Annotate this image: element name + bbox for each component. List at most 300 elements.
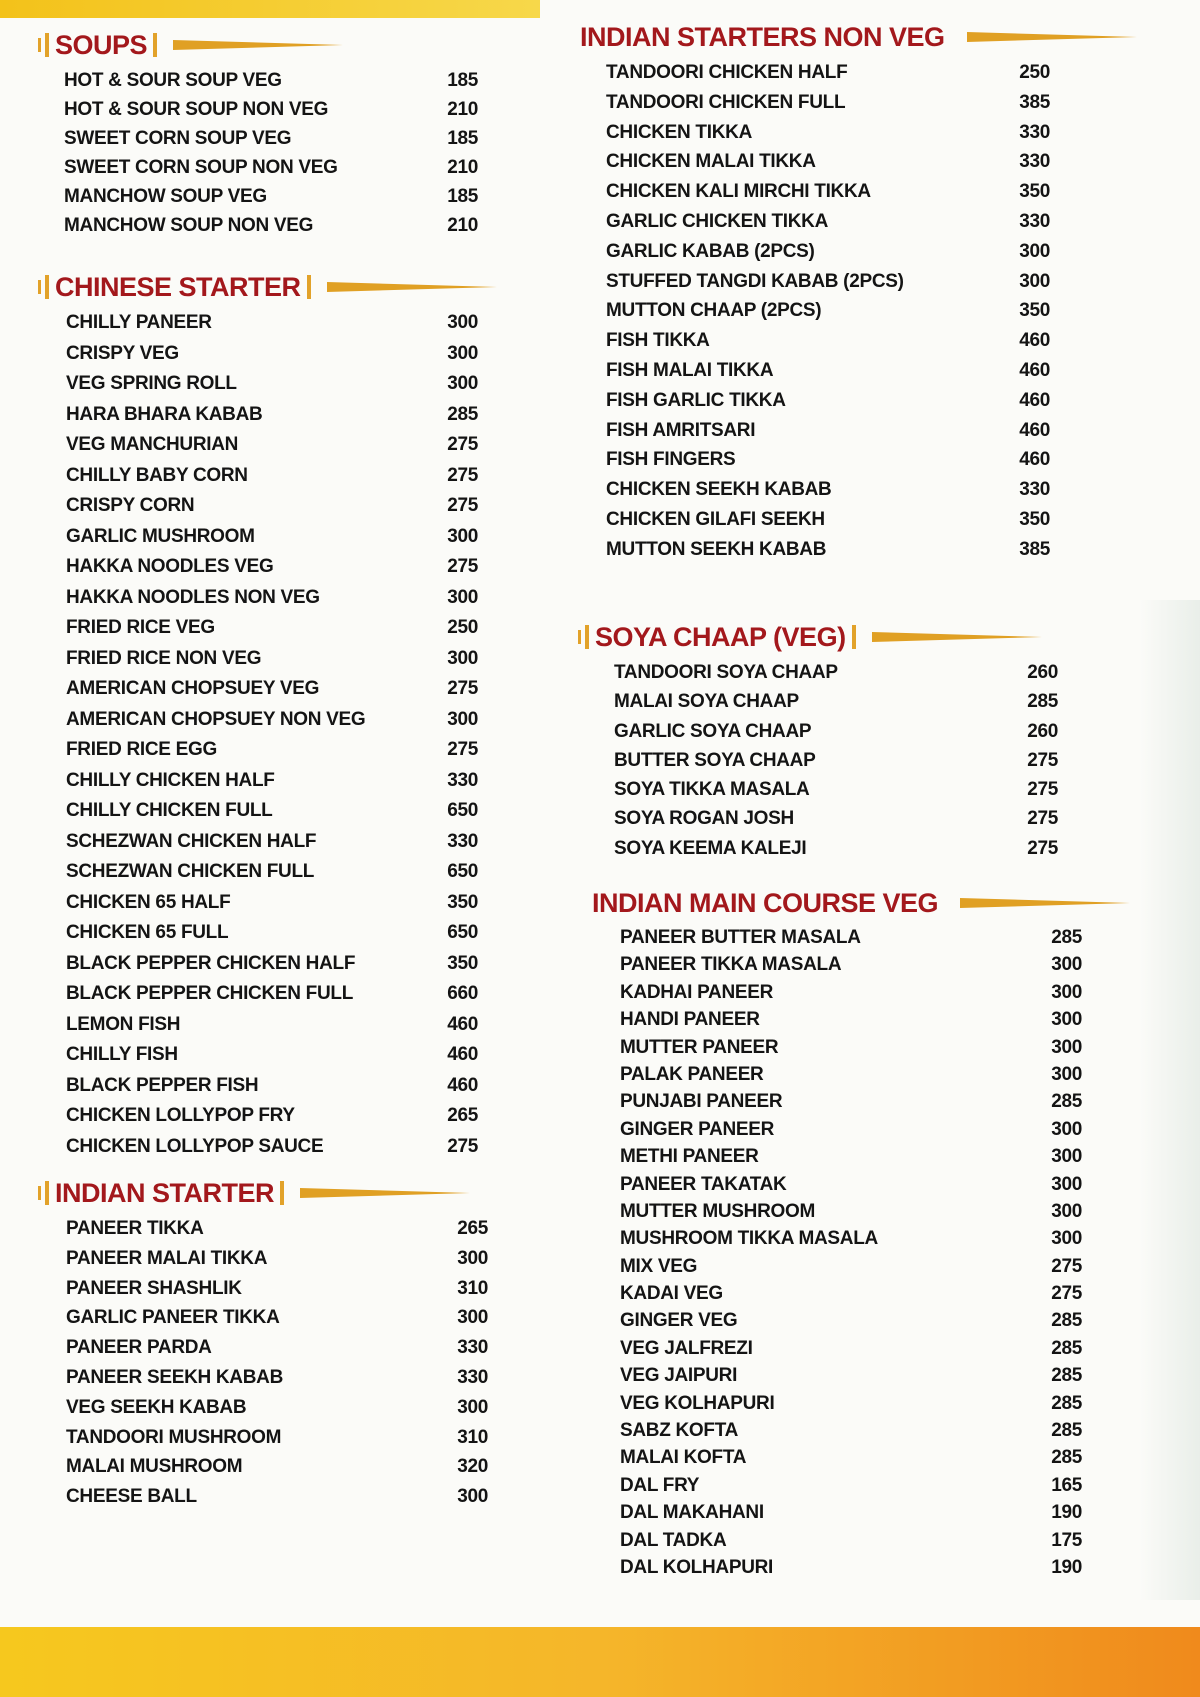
item-name: PALAK PANEER bbox=[620, 1063, 764, 1085]
accent-mark bbox=[38, 38, 41, 52]
section-title: INDIAN STARTER bbox=[55, 1177, 274, 1208]
item-name: FRIED RICE EGG bbox=[66, 739, 217, 760]
item-name: HARA BHARA KABAB bbox=[66, 403, 263, 425]
item-price: 330 bbox=[447, 830, 478, 852]
menu-item bbox=[38, 888, 498, 919]
item-name: GARLIC MUSHROOM bbox=[66, 525, 255, 547]
item-price: 300 bbox=[1051, 1009, 1082, 1031]
item-price: 300 bbox=[447, 647, 478, 669]
item-price: 650 bbox=[447, 922, 478, 943]
item-price: 210 bbox=[447, 99, 478, 120]
decorative-bar bbox=[327, 282, 497, 292]
item-price: 385 bbox=[1019, 91, 1050, 113]
section-header-indian-starter bbox=[38, 1176, 508, 1210]
item-price: 300 bbox=[1051, 1173, 1082, 1195]
item-name: CHICKEN SEEKH KABAB bbox=[606, 479, 832, 501]
item-price: 460 bbox=[1019, 330, 1050, 352]
item-price: 275 bbox=[447, 739, 478, 760]
menu-item bbox=[570, 416, 1070, 446]
item-price: 300 bbox=[1051, 1118, 1082, 1140]
item-price: 300 bbox=[457, 1247, 488, 1269]
item-name: PANEER TIKKA bbox=[66, 1218, 204, 1239]
item-name: BLACK PEPPER CHICKEN FULL bbox=[66, 983, 354, 1004]
accent-mark bbox=[45, 33, 49, 57]
menu-item bbox=[582, 1143, 1102, 1170]
item-name: CHICKEN 65 FULL bbox=[66, 922, 229, 943]
item-name: PANEER TAKATAK bbox=[620, 1173, 787, 1195]
item-name: MUTTON CHAAP (2PCS) bbox=[606, 300, 822, 322]
item-price: 300 bbox=[457, 1307, 488, 1329]
item-price: 330 bbox=[447, 769, 478, 791]
item-name: CHICKEN KALI MIRCHI TIKKA bbox=[606, 181, 871, 203]
menu-item bbox=[38, 182, 498, 211]
menu-item bbox=[582, 1417, 1102, 1444]
menu-item bbox=[38, 95, 498, 124]
item-price: 300 bbox=[1051, 1146, 1082, 1168]
menu-item bbox=[38, 1482, 508, 1512]
item-price: 300 bbox=[447, 586, 478, 608]
menu-item bbox=[582, 1198, 1102, 1225]
item-price: 275 bbox=[447, 1135, 478, 1157]
accent-mark bbox=[38, 1186, 41, 1200]
menu-section bbox=[38, 28, 498, 240]
menu-item bbox=[38, 491, 498, 522]
menu-item bbox=[38, 1363, 508, 1393]
item-name: VEG KOLHAPURI bbox=[620, 1392, 775, 1414]
section-header-indian-starters-non-veg bbox=[570, 20, 1070, 54]
item-name: DAL KOLHAPURI bbox=[620, 1556, 774, 1578]
accent-mark bbox=[153, 33, 157, 57]
item-name: CHILLY FISH bbox=[66, 1044, 178, 1065]
item-price: 275 bbox=[1027, 808, 1058, 830]
menu-item bbox=[570, 505, 1070, 535]
menu-item bbox=[38, 430, 498, 461]
menu-item bbox=[582, 1472, 1102, 1499]
item-price: 300 bbox=[1019, 270, 1050, 292]
menu-item bbox=[578, 834, 1078, 863]
item-name: TANDOORI SOYA CHAAP bbox=[614, 662, 838, 683]
menu-item bbox=[38, 644, 498, 675]
menu-item bbox=[38, 918, 498, 949]
menu-item bbox=[38, 461, 498, 492]
item-name: SWEET CORN SOUP VEG bbox=[64, 128, 292, 149]
item-price: 210 bbox=[447, 215, 478, 236]
item-name: AMERICAN CHOPSUEY VEG bbox=[66, 678, 320, 699]
menu-item bbox=[570, 356, 1070, 386]
menu-item bbox=[38, 1452, 508, 1482]
item-name: FISH TIKKA bbox=[606, 330, 710, 352]
menu-item bbox=[38, 1333, 508, 1363]
item-price: 300 bbox=[447, 373, 478, 394]
item-name: FISH AMRITSARI bbox=[606, 419, 756, 441]
menu-item bbox=[38, 766, 498, 797]
menu-item bbox=[38, 796, 498, 827]
item-name: BUTTER SOYA CHAAP bbox=[614, 749, 816, 771]
item-name: PANEER PARDA bbox=[66, 1337, 212, 1359]
menu-item bbox=[570, 58, 1070, 88]
item-price: 250 bbox=[1019, 62, 1050, 83]
item-price: 275 bbox=[1051, 1283, 1082, 1305]
item-price: 300 bbox=[447, 342, 478, 364]
item-price: 330 bbox=[457, 1366, 488, 1388]
menu-item bbox=[582, 924, 1102, 951]
menu-item bbox=[570, 207, 1070, 237]
item-price: 300 bbox=[447, 312, 478, 333]
item-name: MUTTER MUSHROOM bbox=[620, 1200, 815, 1222]
item-name: BLACK PEPPER CHICKEN HALF bbox=[66, 952, 356, 974]
menu-item bbox=[578, 775, 1078, 804]
menu-item bbox=[570, 267, 1070, 297]
menu-item bbox=[38, 735, 498, 766]
menu-item bbox=[582, 1335, 1102, 1362]
item-name: LEMON FISH bbox=[66, 1013, 181, 1035]
accent-mark bbox=[280, 1181, 284, 1205]
item-name: CHILLY PANEER bbox=[66, 312, 212, 333]
accent-mark bbox=[852, 625, 856, 649]
item-price: 275 bbox=[447, 464, 478, 486]
menu-item bbox=[38, 339, 498, 370]
item-name: HOT & SOUR SOUP VEG bbox=[64, 70, 282, 91]
menu-item bbox=[38, 979, 498, 1010]
item-name: VEG MANCHURIAN bbox=[66, 434, 239, 455]
item-name: CHICKEN MALAI TIKKA bbox=[606, 151, 816, 173]
item-price: 265 bbox=[457, 1218, 488, 1239]
menu-item bbox=[570, 237, 1070, 267]
menu-item bbox=[38, 1040, 498, 1071]
item-name: SCHEZWAN CHICKEN HALF bbox=[66, 830, 317, 852]
decorative-bar bbox=[967, 32, 1137, 42]
item-price: 250 bbox=[447, 617, 478, 638]
item-price: 300 bbox=[1051, 981, 1082, 1003]
section-header-soups bbox=[38, 28, 498, 62]
item-name: SOYA ROGAN JOSH bbox=[614, 808, 794, 830]
accent-mark bbox=[45, 1181, 49, 1205]
item-price: 275 bbox=[447, 495, 478, 516]
item-price: 300 bbox=[457, 1396, 488, 1418]
item-price: 460 bbox=[447, 1013, 478, 1035]
accent-mark bbox=[45, 275, 49, 299]
item-price: 275 bbox=[1051, 1255, 1082, 1277]
page-shadow bbox=[1140, 600, 1200, 1600]
section-title: INDIAN STARTERS NON VEG bbox=[580, 21, 945, 52]
item-name: PUNJABI PANEER bbox=[620, 1091, 783, 1113]
item-name: CRISPY VEG bbox=[66, 342, 179, 364]
menu-item bbox=[570, 296, 1070, 326]
item-name: HANDI PANEER bbox=[620, 1009, 760, 1031]
decorative-bar bbox=[872, 632, 1042, 642]
item-price: 330 bbox=[1019, 479, 1050, 501]
menu-item bbox=[582, 1006, 1102, 1033]
item-price: 300 bbox=[1051, 1228, 1082, 1250]
item-price: 350 bbox=[447, 891, 478, 913]
item-price: 460 bbox=[447, 1074, 478, 1096]
menu-item bbox=[582, 1171, 1102, 1198]
item-price: 300 bbox=[1051, 1063, 1082, 1085]
menu-item bbox=[582, 1088, 1102, 1115]
item-price: 300 bbox=[1051, 1200, 1082, 1222]
menu-item bbox=[38, 153, 498, 182]
item-price: 285 bbox=[1051, 1365, 1082, 1387]
item-price: 285 bbox=[1051, 1392, 1082, 1414]
top-yellow-band bbox=[0, 0, 540, 18]
menu-item bbox=[38, 522, 498, 553]
item-price: 285 bbox=[1051, 1091, 1082, 1113]
bottom-yellow-band bbox=[0, 1627, 1200, 1697]
item-name: TANDOORI MUSHROOM bbox=[66, 1426, 282, 1448]
menu-section bbox=[38, 270, 498, 1162]
item-name: SOYA TIKKA MASALA bbox=[614, 779, 810, 801]
item-price: 460 bbox=[1019, 359, 1050, 381]
item-name: HOT & SOUR SOUP NON VEG bbox=[64, 99, 329, 120]
menu-item bbox=[578, 804, 1078, 833]
menu-item bbox=[38, 400, 498, 431]
item-name: PANEER MALAI TIKKA bbox=[66, 1247, 268, 1269]
item-name: KADHAI PANEER bbox=[620, 981, 774, 1003]
menu-item bbox=[38, 674, 498, 705]
menu-item bbox=[38, 1303, 508, 1333]
item-name: GINGER VEG bbox=[620, 1310, 738, 1332]
item-price: 385 bbox=[1019, 538, 1050, 560]
item-price: 185 bbox=[447, 186, 478, 207]
menu-item bbox=[582, 1499, 1102, 1526]
menu-item bbox=[570, 147, 1070, 177]
item-price: 460 bbox=[447, 1044, 478, 1065]
menu-item bbox=[38, 308, 498, 339]
item-price: 310 bbox=[457, 1277, 488, 1299]
item-name: PANEER SHASHLIK bbox=[66, 1277, 242, 1299]
menu-item bbox=[582, 1116, 1102, 1143]
item-price: 330 bbox=[1019, 121, 1050, 143]
item-name: CHICKEN 65 HALF bbox=[66, 891, 231, 913]
item-price: 350 bbox=[1019, 508, 1050, 530]
menu-section bbox=[578, 620, 1078, 863]
item-name: FISH MALAI TIKKA bbox=[606, 359, 774, 381]
menu-item bbox=[38, 705, 498, 736]
accent-mark bbox=[585, 625, 589, 649]
item-price: 275 bbox=[1027, 749, 1058, 771]
item-name: MUTTER PANEER bbox=[620, 1036, 779, 1058]
item-name: GINGER PANEER bbox=[620, 1118, 775, 1140]
item-price: 300 bbox=[457, 1486, 488, 1508]
menu-item bbox=[570, 326, 1070, 356]
menu-item bbox=[38, 613, 498, 644]
menu-item bbox=[582, 1444, 1102, 1471]
item-name: VEG SEEKH KABAB bbox=[66, 1396, 247, 1418]
item-name: BLACK PEPPER FISH bbox=[66, 1074, 259, 1096]
menu-item bbox=[582, 1307, 1102, 1334]
menu-item bbox=[38, 1423, 508, 1453]
item-name: CRISPY CORN bbox=[66, 495, 195, 516]
accent-mark bbox=[578, 630, 581, 644]
item-price: 275 bbox=[447, 434, 478, 455]
accent-mark bbox=[307, 275, 311, 299]
item-price: 650 bbox=[447, 800, 478, 821]
item-price: 275 bbox=[447, 678, 478, 699]
item-price: 300 bbox=[447, 525, 478, 547]
section-title: SOYA CHAAP (VEG) bbox=[595, 621, 846, 652]
item-name: CHICKEN TIKKA bbox=[606, 121, 752, 143]
item-price: 275 bbox=[447, 556, 478, 577]
item-name: MIX VEG bbox=[620, 1255, 698, 1277]
item-name: METHI PANEER bbox=[620, 1146, 759, 1168]
menu-item bbox=[38, 1214, 508, 1244]
menu-item bbox=[38, 949, 498, 980]
item-price: 460 bbox=[1019, 419, 1050, 441]
menu-item bbox=[38, 211, 498, 240]
item-name: MALAI MUSHROOM bbox=[66, 1456, 243, 1478]
item-price: 350 bbox=[1019, 181, 1050, 203]
menu-item bbox=[582, 1390, 1102, 1417]
item-name: SABZ KOFTA bbox=[620, 1420, 739, 1442]
item-price: 165 bbox=[1051, 1474, 1082, 1496]
item-name: CHEESE BALL bbox=[66, 1486, 197, 1508]
item-price: 460 bbox=[1019, 389, 1050, 411]
menu-item bbox=[582, 1061, 1102, 1088]
item-name: PANEER SEEKH KABAB bbox=[66, 1366, 283, 1388]
menu-item bbox=[582, 951, 1102, 978]
decorative-bar bbox=[300, 1188, 470, 1198]
menu-section bbox=[38, 1176, 508, 1512]
section-title: INDIAN MAIN COURSE VEG bbox=[592, 887, 939, 918]
item-name: CHICKEN LOLLYPOP FRY bbox=[66, 1105, 295, 1126]
item-price: 285 bbox=[1051, 1337, 1082, 1359]
menu-item bbox=[570, 445, 1070, 475]
item-name: GARLIC PANEER TIKKA bbox=[66, 1307, 280, 1329]
item-name: DAL TADKA bbox=[620, 1529, 727, 1551]
section-title: CHINESE STARTER bbox=[55, 271, 301, 302]
section-header-chinese-starter bbox=[38, 270, 498, 304]
item-price: 310 bbox=[457, 1426, 488, 1448]
menu-item bbox=[578, 746, 1078, 775]
item-price: 190 bbox=[1051, 1556, 1082, 1578]
item-price: 285 bbox=[1051, 1310, 1082, 1332]
menu-item bbox=[570, 386, 1070, 416]
menu-item bbox=[578, 717, 1078, 746]
item-name: PANEER TIKKA MASALA bbox=[620, 954, 842, 976]
menu-item bbox=[38, 583, 498, 614]
menu-item bbox=[38, 369, 498, 400]
item-name: CHILLY CHICKEN HALF bbox=[66, 769, 275, 791]
menu-item bbox=[38, 1244, 508, 1274]
menu-section bbox=[582, 886, 1102, 1581]
menu-item bbox=[582, 1280, 1102, 1307]
item-name: CHILLY CHICKEN FULL bbox=[66, 800, 273, 821]
item-price: 190 bbox=[1051, 1502, 1082, 1524]
item-price: 285 bbox=[1051, 1420, 1082, 1442]
menu-item bbox=[570, 118, 1070, 148]
menu-item bbox=[582, 1362, 1102, 1389]
item-price: 185 bbox=[447, 70, 478, 91]
accent-mark bbox=[38, 280, 41, 294]
item-price: 260 bbox=[1027, 720, 1058, 742]
item-name: CHILLY BABY CORN bbox=[66, 464, 248, 486]
menu-item bbox=[582, 1527, 1102, 1554]
item-price: 285 bbox=[1027, 691, 1058, 713]
item-name: MUTTON SEEKH KABAB bbox=[606, 538, 827, 560]
menu-item bbox=[38, 1274, 508, 1304]
item-name: GARLIC KABAB (2PCS) bbox=[606, 240, 815, 262]
item-price: 260 bbox=[1027, 662, 1058, 683]
item-name: VEG SPRING ROLL bbox=[66, 373, 237, 394]
item-name: DAL FRY bbox=[620, 1474, 700, 1496]
item-price: 330 bbox=[457, 1337, 488, 1359]
section-title: SOUPS bbox=[55, 29, 148, 60]
item-name: KADAI VEG bbox=[620, 1283, 723, 1305]
menu-item bbox=[582, 979, 1102, 1006]
menu-item bbox=[38, 1393, 508, 1423]
item-price: 320 bbox=[457, 1456, 488, 1478]
item-name: FISH GARLIC TIKKA bbox=[606, 389, 786, 411]
item-name: PANEER BUTTER MASALA bbox=[620, 927, 861, 948]
menu-item bbox=[38, 827, 498, 858]
item-name: FISH FINGERS bbox=[606, 449, 736, 471]
item-name: TANDOORI CHICKEN HALF bbox=[606, 62, 848, 83]
item-name: DAL MAKAHANI bbox=[620, 1502, 764, 1524]
item-price: 300 bbox=[447, 708, 478, 730]
item-price: 285 bbox=[447, 403, 478, 425]
menu-item bbox=[38, 1010, 498, 1041]
item-name: GARLIC SOYA CHAAP bbox=[614, 720, 812, 742]
item-name: CHICKEN LOLLYPOP SAUCE bbox=[66, 1135, 324, 1157]
menu-item bbox=[38, 857, 498, 888]
item-price: 185 bbox=[447, 128, 478, 149]
item-price: 210 bbox=[447, 157, 478, 178]
section-header-indian-main-course-veg bbox=[582, 886, 1102, 920]
section-header-soya-chaap-veg bbox=[578, 620, 1078, 654]
item-name: HAKKA NOODLES NON VEG bbox=[66, 586, 320, 608]
item-name: FRIED RICE VEG bbox=[66, 617, 215, 638]
item-name: TANDOORI CHICKEN FULL bbox=[606, 91, 846, 113]
menu-item bbox=[38, 1132, 498, 1163]
item-name: HAKKA NOODLES VEG bbox=[66, 556, 274, 577]
item-name: MUSHROOM TIKKA MASALA bbox=[620, 1228, 878, 1250]
item-name: SOYA KEEMA KALEJI bbox=[614, 837, 807, 859]
menu-item bbox=[38, 124, 498, 153]
item-name: FRIED RICE NON VEG bbox=[66, 647, 262, 669]
menu-item bbox=[570, 88, 1070, 118]
menu-item bbox=[578, 687, 1078, 716]
item-name: SWEET CORN SOUP NON VEG bbox=[64, 157, 338, 178]
item-price: 350 bbox=[1019, 300, 1050, 322]
menu-section bbox=[570, 20, 1070, 565]
item-price: 330 bbox=[1019, 210, 1050, 232]
item-name: STUFFED TANGDI KABAB (2PCS) bbox=[606, 270, 904, 292]
item-name: VEG JAIPURI bbox=[620, 1365, 738, 1387]
item-name: MALAI KOFTA bbox=[620, 1447, 747, 1469]
item-name: MANCHOW SOUP VEG bbox=[64, 186, 267, 207]
menu-item bbox=[38, 1101, 498, 1132]
menu-item bbox=[38, 66, 498, 95]
item-name: VEG JALFREZI bbox=[620, 1337, 753, 1359]
item-price: 285 bbox=[1051, 927, 1082, 948]
menu-item bbox=[582, 1253, 1102, 1280]
item-price: 460 bbox=[1019, 449, 1050, 471]
menu-item bbox=[578, 658, 1078, 687]
decorative-bar bbox=[960, 898, 1130, 908]
menu-item bbox=[582, 1034, 1102, 1061]
item-price: 175 bbox=[1051, 1529, 1082, 1551]
item-price: 265 bbox=[447, 1105, 478, 1126]
item-name: GARLIC CHICKEN TIKKA bbox=[606, 210, 828, 232]
item-price: 660 bbox=[447, 983, 478, 1004]
decorative-bar bbox=[173, 40, 343, 50]
menu-item bbox=[582, 1225, 1102, 1252]
item-price: 330 bbox=[1019, 151, 1050, 173]
item-name: AMERICAN CHOPSUEY NON VEG bbox=[66, 708, 366, 730]
item-name: MANCHOW SOUP NON VEG bbox=[64, 215, 314, 236]
item-price: 300 bbox=[1051, 1036, 1082, 1058]
item-price: 275 bbox=[1027, 837, 1058, 859]
